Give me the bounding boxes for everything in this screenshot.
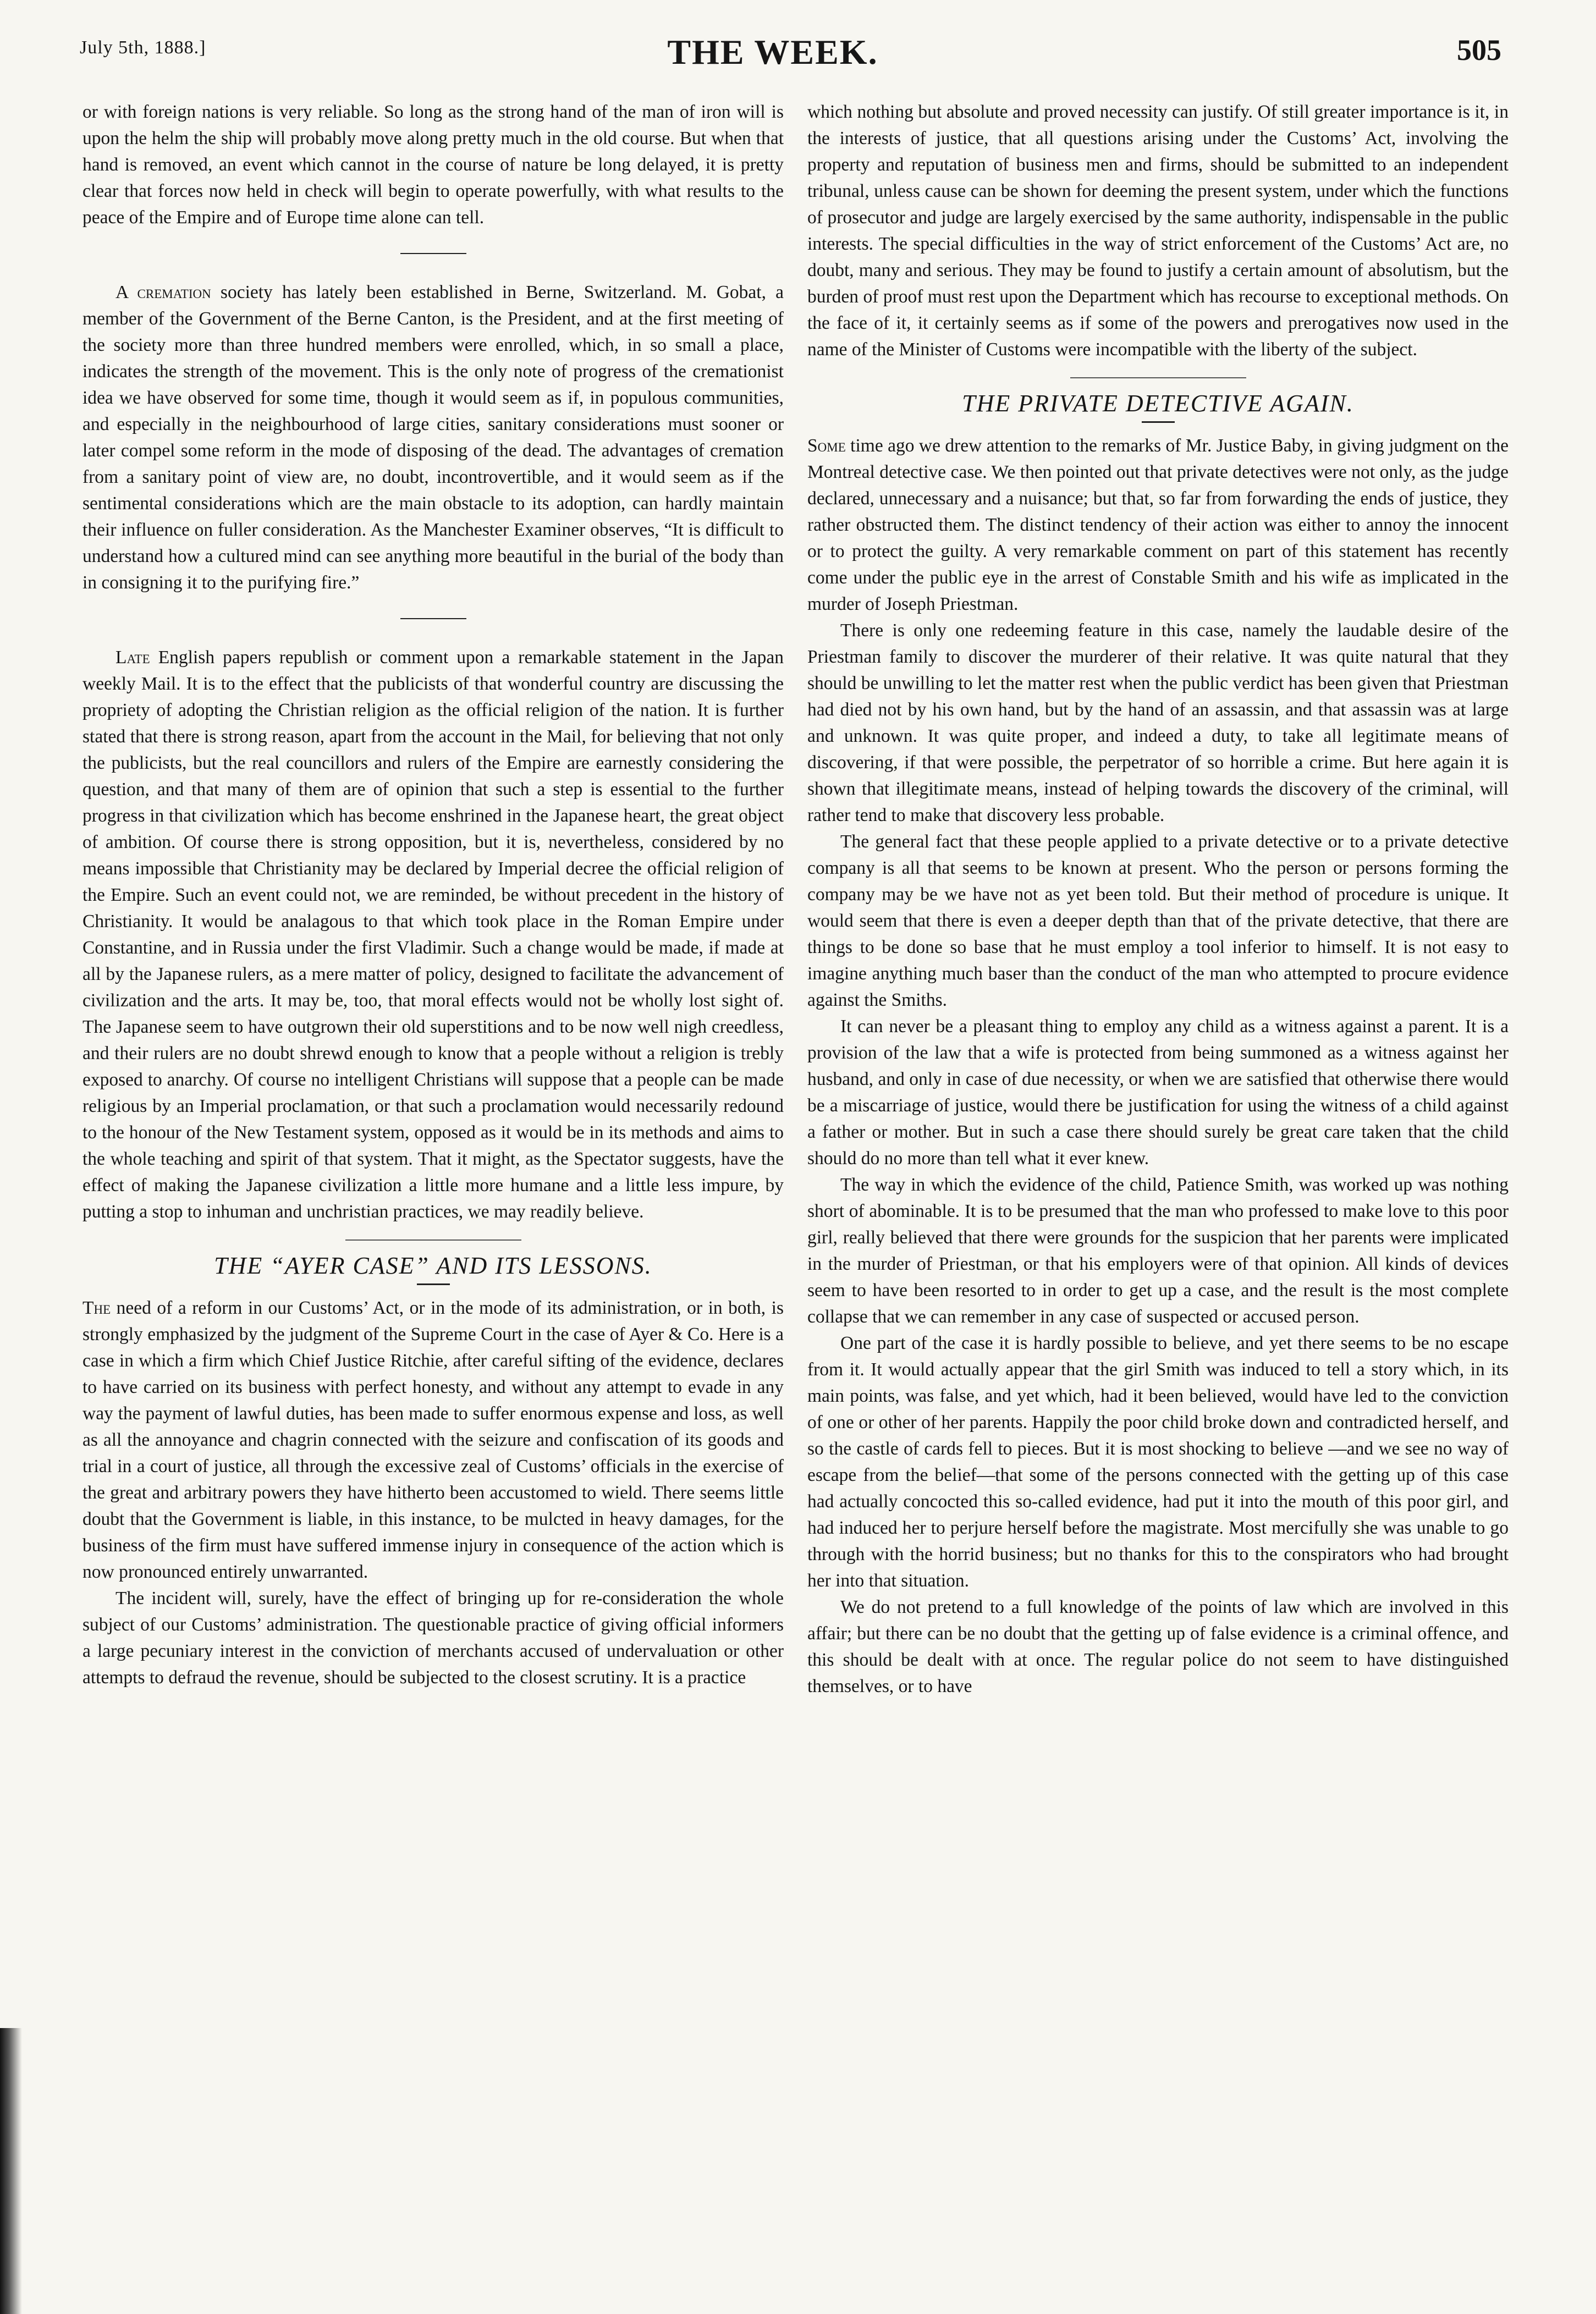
paragraph-text: need of a reform in our Customs’ Act, or in the mode of its administration, or in both, is strongly emphasized by the judgment of the Supreme Court in the case of Ayer & Co. Here is a case in which a firm which Chief Justice Ritchie, after careful sifting of the evidence, declares to have carried on its business with perfect honesty, and without any attempt to evade in any way the payment of lawful duties, has been made to suffer enormous expense and loss, as well as all the annoyance and chagrin connected with the seizure and confiscation of its goods and trial in a court of justice, all through the excessive zeal of Customs’ officials in the exercise of the great and arbitrary powers they have hitherto been accustomed to wield. There seems little doubt that the Government is liable, in this instance, to be mulcted in heavy damages, for the business of the firm must have suffered immense injury in consequence of the action which is now pronounced entirely unwarranted. <box>82 1298 784 1582</box>
paragraph-text: society has lately been established in Berne, Switzerland. M. Gobat, a member of the Government of the Berne Canton, is the President, and at the first meeting of the society more than three hundred members were enrolled, which, in so small a place, indicates the strength of the movement. This is the only note of progress of the cremationist idea we have observed for some time, though it would seem as if, in populous communities, and especially in the neighbourhood of large cities, sanitary considerations must sooner or later compel some reform in the mode of disposing of the dead. The advantages of cremation from a sanitary point of view are, no doubt, incontrovertible, and it would seem as if the sentimental considerations which are the main obstacle to its adoption, can hardly maintain their influence on fuller consideration. As the Manchester Examiner observes, “It is difficult to understand how a cultured mind can see anything more beautiful in the burial of the body than in consigning it to the purifying fire.” <box>82 282 784 593</box>
paragraph: The general fact that these people applied to a private detective or to a private detective company is all that seems to be known at present. Who the person or persons forming the company may be we have not as yet been told. But their method of procedure is unique. It would seem that there is even a deeper depth than that of the private detective, that there are things to be done so base that he must employ a tool inferior to himself. It is not easy to imagine anything much baser than the conduct of the man who attempted to procure evidence against the Smiths. <box>807 831 1509 1010</box>
paragraph: The incident will, surely, have the effect of bringing up for re-consideration the whole subject of our Customs’ administration. The questionable practice of giving official informers a large pecuniary interest in the conviction of merchants accused of undervaluation or other attempts to defraud the revenue, should be subjected to the closest scrutiny. It is a practice <box>82 1588 784 1688</box>
paragraph-text: time ago we drew attention to the remarks of Mr. Justice Baby, in giving judgment on the Montreal detective case. We then pointed out that private detectives were not only, as the judge declared, unnecessary and a nuisance; but that, so far from forwarding the ends of justice, they rather obstructed them. The distinct tendency of their action was either to annoy the innocent or to protect the guilty. A very remarkable comment on part of this statement has recently come under the public eye in the arrest of Constable Smith and his wife as implicated in the murder of Joseph Priestman. <box>807 436 1509 614</box>
page-number: 505 <box>1457 34 1501 67</box>
paragraph: One part of the case it is hardly possible to believe, and yet there seems to be no escape from it. It would actually appear that the girl Smith was induced to tell a story which, in its main points, was false, and yet which, had it been believed, would have led to the conviction of one or other of her parents. Happily the poor child broke down and contradicted herself, and so the castle of cards fell to pieces. But it is most shocking to believe —and we see no way of escape from the belief—that some of the persons connected with the getting up of this case had actually concocted this so-called evidence, had put it into the mouth of this poor girl, and had induced her to perjure herself before the magistrate. Most mercifully she was unable to go through with the horrid business; but no thanks for this to the conspirators who had brought her into that situation. <box>807 1333 1509 1591</box>
page-header <box>44 22 1501 88</box>
paragraph <box>82 1295 784 1585</box>
section-divider <box>400 253 466 254</box>
title-rule <box>417 1283 450 1285</box>
paragraph <box>82 644 784 1225</box>
paragraph: which nothing but absolute and proved necessity can justify. Of still greater importance is it, in the interests of justice, that all questions arising under the Customs’ Act, involving the property and reputation of business men and firms, should be submitted to an independent tribunal, unless cause can be shown for deeming the present system, under which the functions of prosecutor and judge are largely exercised by the same authority, indispensable in the public interests. The special difficulties in the way of strict enforcement of the Customs’ Act are, no doubt, many and serious. They may be found to justify a certain amount of absolutism, but the burden of proof must rest upon the Department which has recourse to exceptional methods. On the face of it, it certainly seems as if some of the powers and prerogatives now used in the name of the Minister of Customs were incompatible with the liberty of the subject. <box>807 102 1509 360</box>
paragraph: We do not pretend to a full knowledge of the points of law which are involved in this affair; but there can be no doubt that the getting up of false evidence is a criminal offence, and this should be dealt with at once. The regular police do not seem to have distinguished themselves, or to have <box>807 1597 1509 1696</box>
lead-word: Some <box>807 436 846 456</box>
lead-word: A cremation <box>115 282 211 302</box>
paragraph <box>82 279 784 596</box>
article-title-ayer: THE “AYER CASE” AND ITS LESSONS. <box>214 1252 652 1279</box>
lead-word: Late <box>115 647 150 668</box>
paragraph-text: English papers republish or comment upon a remarkable statement in the Japan weekly Mail. It is to the effect that the publicists of that wonderful country are discussing the propriety of adopting the Christian religion as the official religion of the nation. It is further stated that there is strong reason, apart from the account in the Mail, for believing that not only the publicists, but the real councillors and rulers of the Empire are earnestly considering the question, and that many of them are of opinion that such a step is essential to the further progress in that civilization which has become enshrined in the Japanese heart, the great object of ambition. Of course there is strong opposition, but it is, nevertheless, considered by no means impossible that Christianity may be declared by Imperial decree the official religion of the Empire. Such an event could not, we are reminded, be without precedent in the history of Christianity. It would be analagous to that which took place in the Roman Empire under Constantine, and in Russia under the first Vladimir. Such a change would be made, if made at all by the Japanese rulers, as a mere matter of policy, designed to facilitate the advancement of civilization and the arts. It may be, too, that moral effects would not be wholly lost sight of. The Japanese seem to have outgrown their old superstitions and to be now well nigh creedless, and their rulers are no doubt shrewd enough to know that a people without a religion is trebly exposed to anarchy. Of course no intelligent Christians will suppose that a people can be made religious by an Imperial proclamation, or that such a proclamation would necessarily redound to the honour of the New Testament system, opposed as it would be in its methods and aims to the whole teaching and spirit of that system. That it might, as the Spectator suggests, have the effect of making the Japanese civilization a little more humane and a little less impure, by putting a stop to inhuman and unchristian practices, we may readily believe. <box>82 647 784 1222</box>
paragraph <box>807 433 1509 618</box>
paragraph: There is only one redeeming feature in this case, namely the laudable desire of the Priestman family to discover the murderer of their relative. It was quite natural that they should be unwilling to let the matter rest when the public verdict has been given that Priestman had died not by his own hand, but by the hand of an assassin, and that assassin was at large and unknown. It was quite proper, and indeed a duty, to take all legitimate means of discovering, if that were possible, the perpetrator of so horrible a crime. But here again it is shown that illegitimate means, instead of helping towards the discovery of the criminal, will rather tend to make that discovery less probable. <box>807 620 1509 825</box>
issue-date: July 5th, 1888.] <box>80 37 206 58</box>
left-column <box>82 99 784 2293</box>
article-title-detective: THE PRIVATE DETECTIVE AGAIN. <box>962 390 1354 417</box>
page-binding-shadow <box>0 2028 22 2314</box>
title-rule <box>1142 421 1175 423</box>
paragraph: It can never be a pleasant thing to employ any child as a witness against a parent. It is a provision of the law that a wife is protected from being summoned as a witness against her husband, and only in case of due necessity, or when we are satisfied that otherwise there would be a miscarriage of justice, would there be justification for using the witness of a child against a father or mother. But in such a case there should surely be great care taken that the child should do no more than tell what it ever knew. <box>807 1016 1509 1169</box>
publication-title: THE WEEK. <box>667 32 878 71</box>
right-column <box>807 99 1509 2293</box>
paragraph: or with foreign nations is very reliable. So long as the strong hand of the man of iron will is upon the helm the ship will probably move along pretty much in the old course. But when that hand is removed, an event which cannot in the course of nature be long delayed, it is pretty clear that forces now held in check will begin to operate powerfully, with what results to the peace of the Empire and of Europe time alone can tell. <box>82 102 784 228</box>
section-divider <box>1070 377 1246 378</box>
section-divider <box>345 1239 521 1241</box>
lead-word: The <box>82 1298 111 1318</box>
paragraph: The way in which the evidence of the child, Patience Smith, was worked up was nothing short of abominable. It is to be presumed that the man who professed to make love to this poor girl, really believed that there were grounds for the suspicion that her parents were implicated in the murder of Priestman, or that his employers were of that opinion. All kinds of devices seem to have been resorted to in order to get up a case, and the result is the most complete collapse that we can remember in any case of suspected or accused person. <box>807 1175 1509 1327</box>
section-divider <box>400 618 466 619</box>
